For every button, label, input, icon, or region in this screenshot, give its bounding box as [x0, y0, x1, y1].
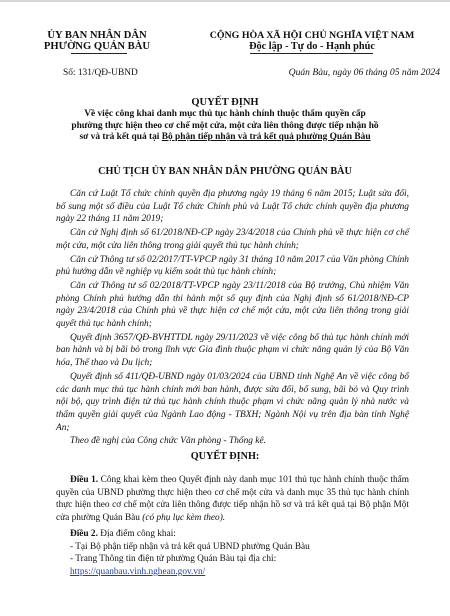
basis-2: Căn cứ Nghị định số 61/2018/NĐ-CP ngày 23/4/2018 của Chính phủ về thực hiện cơ chế một cửa, một cửa liên thông trong giải quyết thủ tục hành chính; — [56, 228, 409, 251]
national-name: CỘNG HÒA XÃ HỘI CHỦ NGHĨA VIỆT NAM — [209, 30, 415, 41]
basis-4: Căn cứ Thông tư số 02/2018/TT-VPCP ngày 23/11/2018 của Bộ trưởng, Chủ nhiệm Văn phòng Chính phủ hướng dẫn thi hành một số quy định của Nghị định số 61/2018/NĐ-CP ngày 23/4/2018 của Chính phủ về thực hiện cơ chế một cửa, một cửa liên thông trong giải quyết thủ tục hành chính; — [56, 280, 409, 330]
article-2-text: Địa điểm công khai: — [97, 528, 176, 539]
article-2-item-2: - Trang Thông tin điện tử phường Quán Bàu tại địa chỉ: — [70, 554, 277, 565]
issuing-org — [22, 30, 172, 52]
article-1-text: Công khai kèm theo Quyết định này danh mục 101 thủ tục hành chính thuộc thẩm quyền của UBND phường thực hiện theo cơ chế một cửa và danh mục 35 thủ tục hành chính thực hiện theo cơ chế một cửa liên thông được tiếp nhận hồ sơ và trả kết quả tại Bộ phận Một cửa phường Quán Bàu — [56, 475, 409, 524]
article-1-note: (có phụ lục kèm theo). — [142, 513, 226, 524]
decision-title: QUYẾT ĐỊNH — [191, 97, 259, 108]
articles — [56, 474, 409, 579]
legal-bases — [56, 188, 409, 448]
decision-heading: QUYẾT ĐỊNH: — [190, 451, 260, 462]
place-date: Quán Bàu, ngày 06 tháng 05 năm 2024 — [288, 67, 440, 78]
issuing-org-line1: ỦY BAN NHÂN DÂN — [47, 30, 147, 41]
article-2-item-1: - Tại Bộ phận tiếp nhận và trả kết quả UBND phường Quán Bàu — [70, 541, 310, 552]
basis-7: Theo đề nghị của Công chức Văn phòng - Thống kê. — [70, 436, 266, 447]
subject-line-1: Về việc công khai danh mục thủ tục hành chính thuộc thẩm quyền cấp — [84, 109, 366, 119]
basis-1: Căn cứ Luật Tổ chức chính quyền địa phương ngày 19 tháng 6 năm 2015; Luật sửa đổi, bổ sung một số điều của Luật Tổ chức Chính phủ và Luật Tổ chức chính quyền địa phương ngày 22 tháng 11 năm 2019; — [56, 189, 409, 225]
basis-3: Căn cứ Thông tư số 02/2017/TT-VPCP ngày 31 tháng 10 năm 2017 của Văn phòng Chính phủ hướng dẫn về nghiệp vụ kiểm soát thủ tục hành chính; — [56, 254, 409, 278]
subject-line-3-underlined: Bộ phận tiếp nhận và trả kết quả phường Quán Bàu — [161, 132, 371, 142]
article-2-label: Điều 2. — [70, 528, 98, 539]
issuing-authority: CHỦ TỊCH ỦY BAN NHÂN DÂN PHƯỜNG QUÁN BÀU — [98, 166, 352, 177]
motto: Độc lập - Tự do - Hạnh phúc — [249, 41, 375, 52]
motto-underline — [250, 53, 373, 54]
basis-6: Quyết định số 411/QĐ-UBND ngày 01/03/2024 của UBND tỉnh Nghệ An về việc công bố các danh mục thủ tục hành chính mới ban hành, được sửa đổi, bổ sung, bãi bỏ và Quy trình nội bộ, quy trình điện tử thủ tục hành chính thuộc phạm vi chức năng quản lý nhà nước và thẩm quyền giải quyết của Ngành Lao động - TBXH; Ngành Nội vụ trên địa bàn tỉnh Nghệ An; — [56, 371, 409, 433]
article-2 — [56, 528, 409, 541]
org-underline — [71, 53, 127, 54]
article-1 — [56, 474, 409, 525]
document-number: Số: 131/QĐ-UBND — [63, 68, 138, 78]
subject-line-3 — [40, 132, 410, 144]
decision-subject — [40, 109, 410, 144]
issuing-org-line2: PHƯỜNG QUÁN BÀU — [43, 41, 151, 52]
portal-link[interactable]: https://quanbau.vinh.nghean.gov.vn/ — [70, 566, 206, 577]
page-top-border — [0, 0, 450, 2]
national-motto — [178, 30, 446, 52]
subject-line-2: phường thực hiện theo cơ chế một cửa, một cửa liên thông được tiếp nhận hồ — [71, 120, 379, 131]
subject-line-3-start: sơ và trả kết quả tại — [79, 132, 162, 142]
article-1-label: Điều 1. — [70, 475, 99, 485]
article-2-link-row — [56, 566, 409, 579]
basis-5: Quyết định 3657/QĐ-BVHTTDL ngày 29/11/2023 về việc công bố thủ tục hành chính mới ban hành và bị bãi bỏ trong lĩnh vực Gia đình thuộc phạm vi chức năng quản lý của Bộ Văn hóa, Thể thao và Du lịch; — [56, 332, 409, 369]
